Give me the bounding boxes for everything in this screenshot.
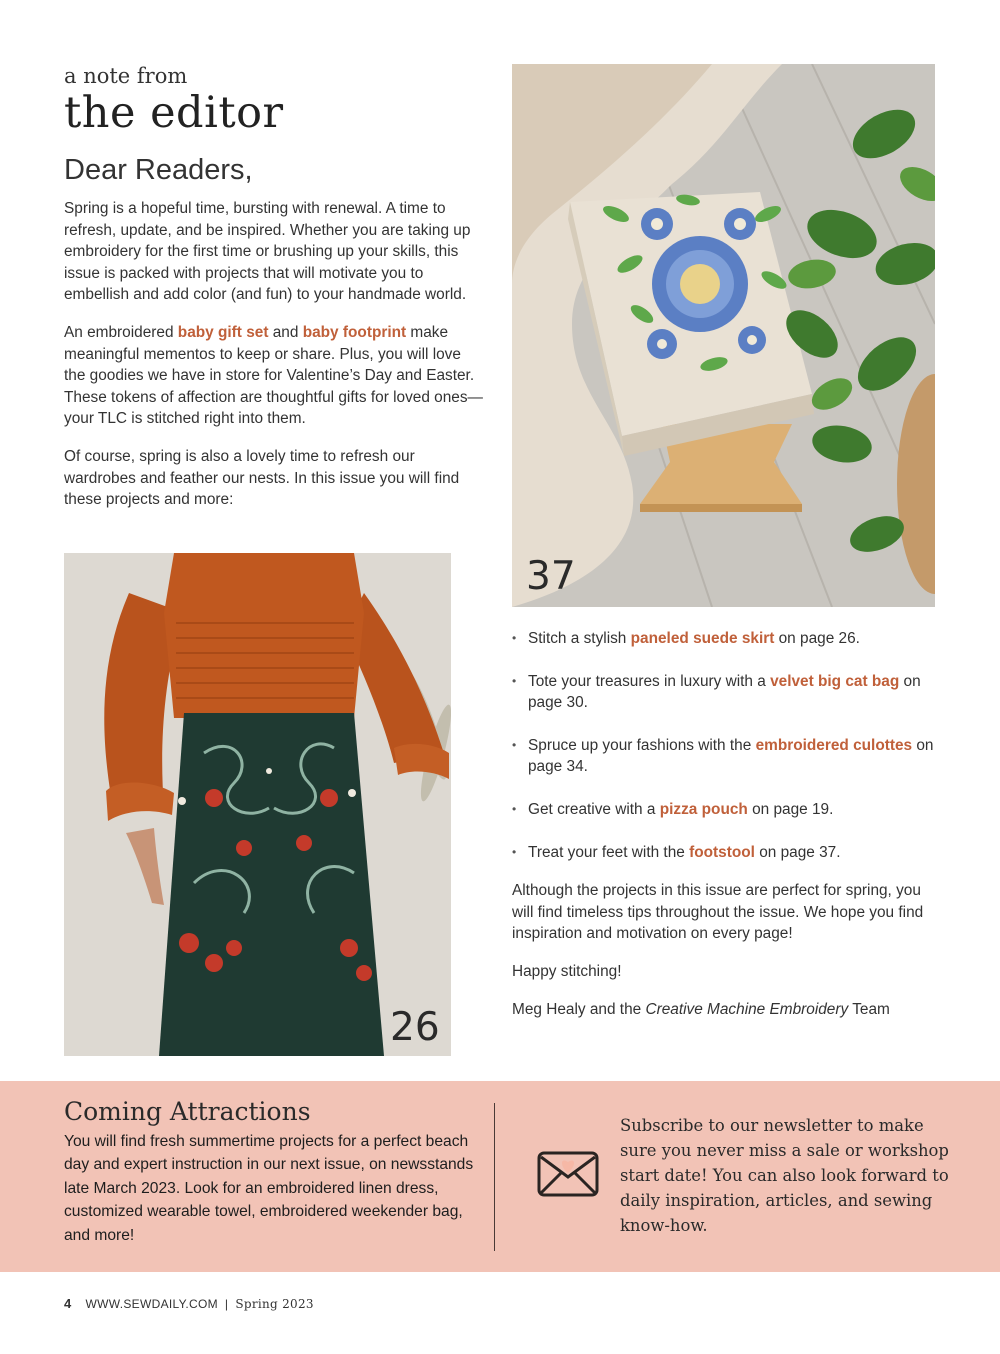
banner-divider [494,1103,495,1251]
project-item [512,628,936,650]
pizza-pouch-link[interactable]: pizza pouch [659,800,748,818]
envelope-heart-icon[interactable] [537,1151,599,1202]
salutation: Dear Readers, [64,154,253,186]
project-text: Tote your treasures in luxury with a [528,672,771,690]
paneled-suede-skirt-link[interactable]: paneled suede skirt [630,630,775,647]
project-page: on page 34. [528,736,934,776]
project-item [512,671,936,714]
project-item [512,842,936,864]
project-text: Treat your feet with the [528,843,690,861]
footstool-link[interactable]: footstool [689,843,755,861]
project-item [512,799,936,821]
project-page: on page 19. [747,800,834,818]
intro-p2-text-c: make meaningful mementos to keep or share. Plus, you will love the goodies we have in store for Valentine’s Day and Easter. These tokens of affection are thoughtful gifts for loved ones—your TLC is stitched right into them. [64,323,483,428]
magazine-name: Creative Machine Embroidery [645,1000,849,1018]
intro-paragraph-3: Of course, spring is also a lovely time to refresh our wardrobes and feather our nests. In this issue you will find these projects and more: [64,447,460,509]
project-text: Get creative with a [528,800,660,818]
baby-gift-set-link[interactable]: baby gift set [177,323,269,341]
footstool-photo [512,64,935,607]
baby-footprint-link[interactable]: baby footprint [302,323,407,341]
footstool-illustration [512,64,935,607]
website[interactable]: WWW.SEWDAILY.COM [85,1297,218,1311]
signature [512,999,936,1021]
intro-paragraph-1: Spring is a hopeful time, bursting with renewal. A time to refresh, update, and be inspired. Whether you are taking up embroidery for the first time or brushing up your skills, this issue is packed with projects that will motivate you to embellish and add color (and fun) to your handmade world. [64,200,471,304]
project-page: on page 26. [774,630,860,647]
skirt-illustration [64,553,451,1056]
skirt-photo [64,553,451,1056]
footer-separator: | [224,1297,229,1311]
footstool-page-number: 37 [526,554,576,599]
project-list [512,628,936,863]
coming-attractions-title: Coming Attractions [64,1097,311,1126]
intro-p2-text-b: and [268,323,303,341]
coming-attractions [64,1097,484,1247]
velvet-big-cat-bag-link[interactable]: velvet big cat bag [770,672,900,690]
closing-paragraph: Although the projects in this issue are perfect for spring, you will find timeless tips throughout the issue. We hope you find inspiration and motivation on every page! [512,882,924,943]
newsletter-text[interactable]: Subscribe to our newsletter to make sure you never miss a sale or workshop start date! You can also look forward to daily inspiration, articles, and sewing know-how. [620,1116,949,1235]
project-item [512,735,936,778]
page-number: 4 [64,1296,72,1311]
signature-team: Team [848,1000,890,1018]
project-text: Stitch a stylish [528,630,631,647]
issue-season: Spring 2023 [235,1297,314,1311]
project-page: on page 30. [528,672,921,712]
editor-kicker: a note from [64,64,188,88]
project-list-column [512,628,936,1036]
coming-attractions-text: You will find fresh summertime projects for a perfect beach day and expert instruction in our next issue, on newsstands late March 2023. Look for an embroidered linen dress, customized wearable towel, embroidered weekender bag, and more! [64,1133,474,1244]
project-page: on page 37. [754,843,841,861]
intro-text [64,198,484,527]
happy-stitching: Happy stitching! [512,962,622,980]
skirt-page-number: 26 [390,1005,440,1050]
intro-p2-text-a: An embroidered [64,323,178,341]
coming-attractions-banner [0,1081,1000,1272]
page-footer [64,1296,314,1311]
page-title: the editor [64,88,284,138]
project-text: Spruce up your fashions with the [528,736,756,754]
intro-paragraph-2 [64,322,484,430]
embroidered-culottes-link[interactable]: embroidered culottes [755,736,913,754]
signature-name: Meg Healy and the [512,1000,646,1018]
